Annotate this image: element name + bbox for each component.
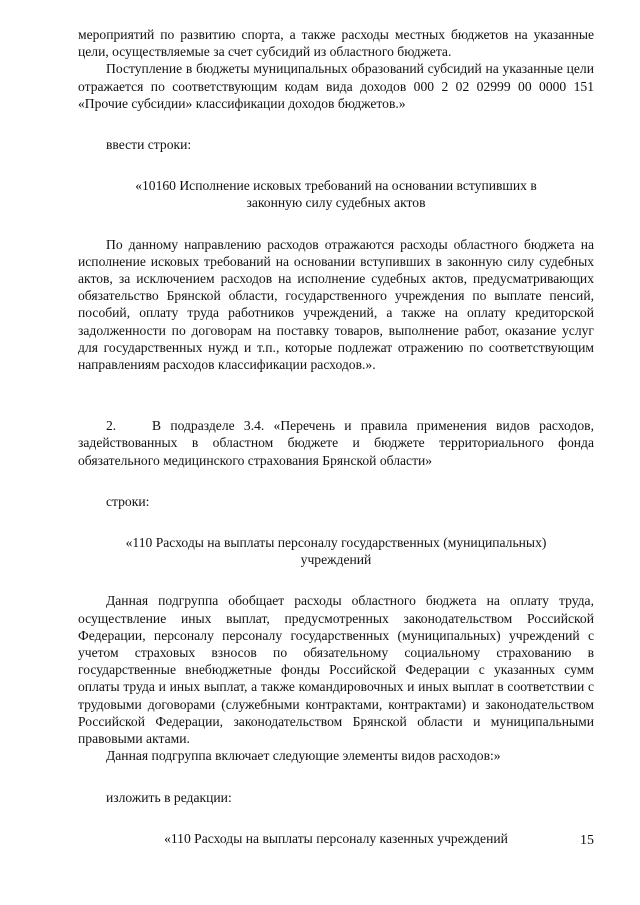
- heading-110-new: «110 Расходы на выплаты персоналу казенных учреждений: [164, 830, 508, 846]
- paragraph-110-includes: Данная подгруппа включает следующие элементы видов расходов:»: [106, 748, 501, 764]
- paragraph-continuation: мероприятий по развитию спорта, а также расходы местных бюджетов на указанные цели, осуществляемые за счет субсидий из областного бюджета.: [78, 27, 594, 60]
- list-item-2-text: В подразделе 3.4. «Перечень и правила применения видов расходов, задействованных в областном бюджете и бюджете территориального фонда обязательного медицинского страхования Брянской области»: [78, 418, 594, 468]
- insert-lines-label: ввести строки:: [106, 137, 192, 153]
- lines-label: строки:: [106, 493, 150, 509]
- heading-110-old: «110 Расходы на выплаты персоналу государственных (муниципальных) учреждений: [125, 535, 547, 568]
- restate-label: изложить в редакции:: [106, 789, 232, 805]
- heading-10160: «10160 Исполнение исковых требований на основании вступивших в законную силу судебных актов: [135, 178, 537, 211]
- page-number: 15: [580, 833, 594, 848]
- list-item-2: [78, 417, 594, 469]
- paragraph-10160: По данному направлению расходов отражаются расходы областного бюджета на исполнение исковых требований на основании вступивших в законную силу судебных актов, за исключением расходов на исполнение судебных актов, предусматривающих обязательство Брянской области, государственного учреждения по выплате пенсий, пособий, оплату труда работников учреждений, а также на оплату кредиторской задолженности по договорам на поставку товаров, выполнение работ, оказание услуг для государственных нужд и т.п., которые подлежат отражению по соответствующим направлениям расходов классификации расходов.».: [78, 236, 594, 373]
- list-item-2-number: 2.: [106, 418, 117, 434]
- paragraph-subsidy-receipt: Поступление в бюджеты муниципальных образований субсидий на указанные цели отражается по соответствующим кодам вида доходов 000 2 02 02999 00 0000 151 «Прочие субсидии» классификации доходов бюджетов.»: [78, 61, 594, 111]
- paragraph-110: Данная подгруппа обобщает расходы областного бюджета на оплату труда, осуществление иных выплат, предусмотренных законодательством Российской Федерации, персоналу персоналу государственных (муниципальных) учреждений с учетом страховых взносов по обязательному социальному страхованию в государственные внебюджетные фонды Российской Федерации с указанных сумм оплаты труда и иных выплат, а также командировочных и иных выплат в соответствии с трудовыми договорами (служебными контрактами, контрактами) и законодательством Российской Федерации, законодательством Брянской области и муниципальными правовыми актами.: [78, 593, 594, 747]
